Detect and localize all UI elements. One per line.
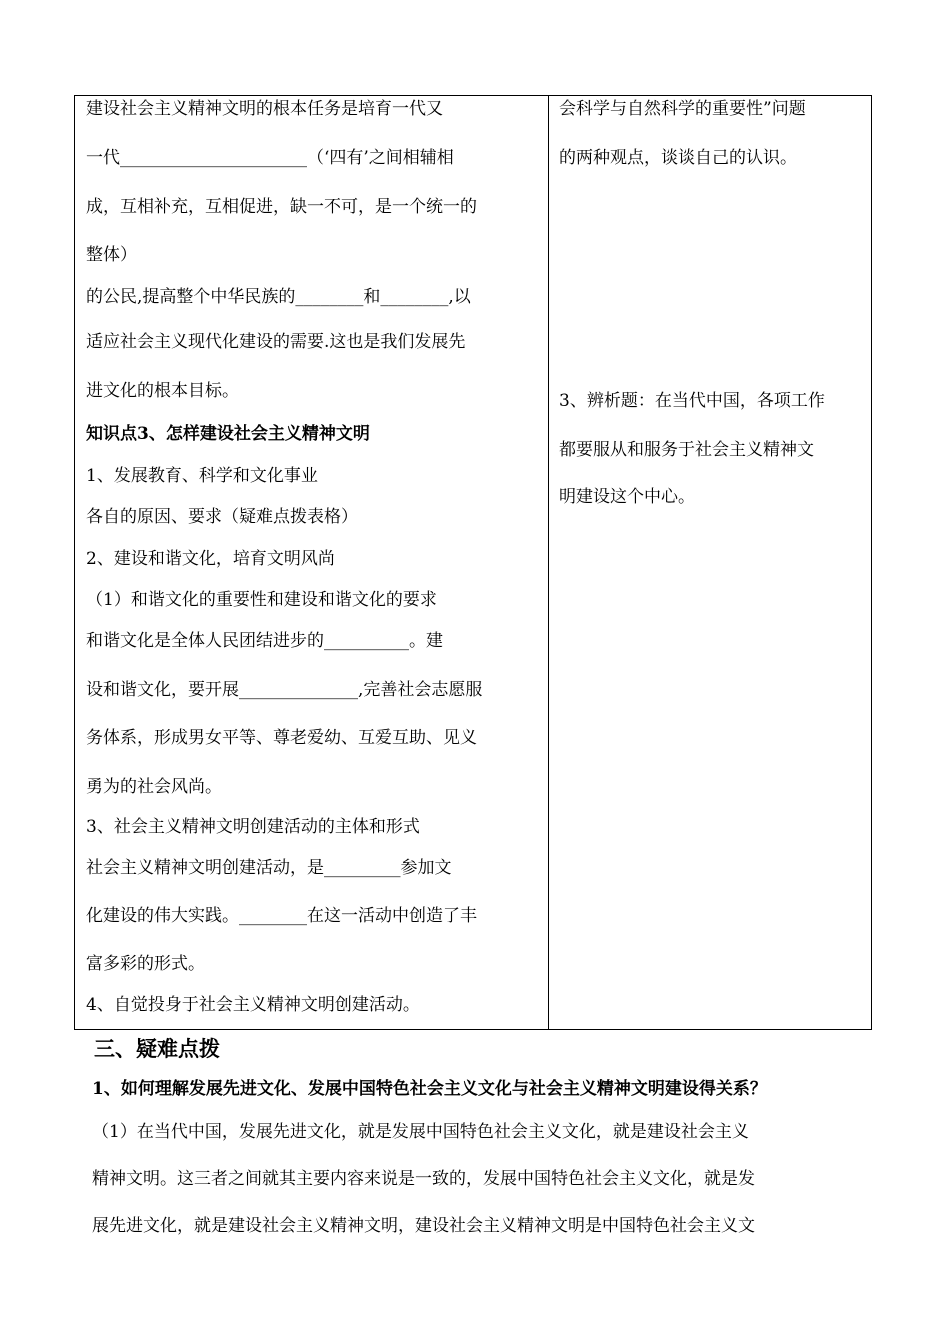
left-line-3: 成，互相补充，互相促进，缺一不可，是一个统一的	[86, 197, 477, 217]
left-line-9: 1、发展教育、科学和文化事业	[86, 466, 318, 486]
left-line-1: 建设社会主义精神文明的根本任务是培育一代又	[86, 99, 443, 119]
left-line-18: 社会主义精神文明创建活动，是_________参加文	[86, 858, 452, 878]
left-line-2: 一代______________________（‘四有’之间相辅相	[86, 148, 454, 168]
paragraph-line-1: （1）在当代中国，发展先进文化，就是发展中国特色社会主义文化，就是建设社会主义	[92, 1122, 749, 1142]
left-line-16: 勇为的社会风尚。	[86, 777, 222, 797]
left-line-11: 2、建设和谐文化，培育文明风尚	[86, 549, 335, 569]
paragraph-line-2: 精神文明。这三者之间就其主要内容来说是一致的，发展中国特色社会主义文化，就是发	[92, 1169, 755, 1189]
left-line-15: 务体系，形成男女平等、尊老爱幼、互爱互助、见义	[86, 728, 477, 748]
left-line-21: 4、自觉投身于社会主义精神文明创建活动。	[86, 995, 420, 1015]
left-line-4: 整体）	[86, 245, 137, 265]
left-line-17: 3、社会主义精神文明创建活动的主体和形式	[86, 817, 420, 837]
section-heading: 三、疑难点拨	[94, 1036, 220, 1061]
right-line-2: 的两种观点，谈谈自己的认识。	[559, 148, 797, 168]
left-line-7: 进文化的根本目标。	[86, 381, 239, 401]
left-line-19: 化建设的伟大实践。________在这一活动中创造了丰	[86, 906, 477, 926]
left-line-5: 的公民,提高整个中华民族的________和________,以	[86, 287, 471, 307]
column-divider	[548, 96, 549, 1029]
left-line-6: 适应社会主义现代化建设的需要.这也是我们发展先	[86, 332, 466, 352]
left-line-14: 设和谐文化，要开展______________,完善社会志愿服	[86, 680, 483, 700]
left-line-10: 各自的原因、要求（疑难点拨表格）	[86, 507, 358, 527]
question-title: 1、如何理解发展先进文化、发展中国特色社会主义文化与社会主义精神文明建设得关系？	[92, 1079, 767, 1099]
knowledge-point-3-title: 知识点3、怎样建设社会主义精神文明	[86, 424, 370, 444]
right-line-3: 3、辨析题：在当代中国，各项工作	[559, 391, 825, 411]
left-line-20: 富多彩的形式。	[86, 954, 205, 974]
right-line-5: 明建设这个中心。	[559, 487, 695, 507]
right-line-4: 都要服从和服务于社会主义精神文	[559, 440, 814, 460]
right-line-1: 会科学与自然科学的重要性”问题	[559, 99, 806, 119]
paragraph-line-3: 展先进文化，就是建设社会主义精神文明，建设社会主义精神文明是中国特色社会主义文	[92, 1216, 755, 1236]
left-line-13: 和谐文化是全体人民团结进步的__________。建	[86, 631, 443, 651]
left-line-12: （1）和谐文化的重要性和建设和谐文化的要求	[86, 590, 437, 610]
content-table	[74, 95, 872, 1030]
